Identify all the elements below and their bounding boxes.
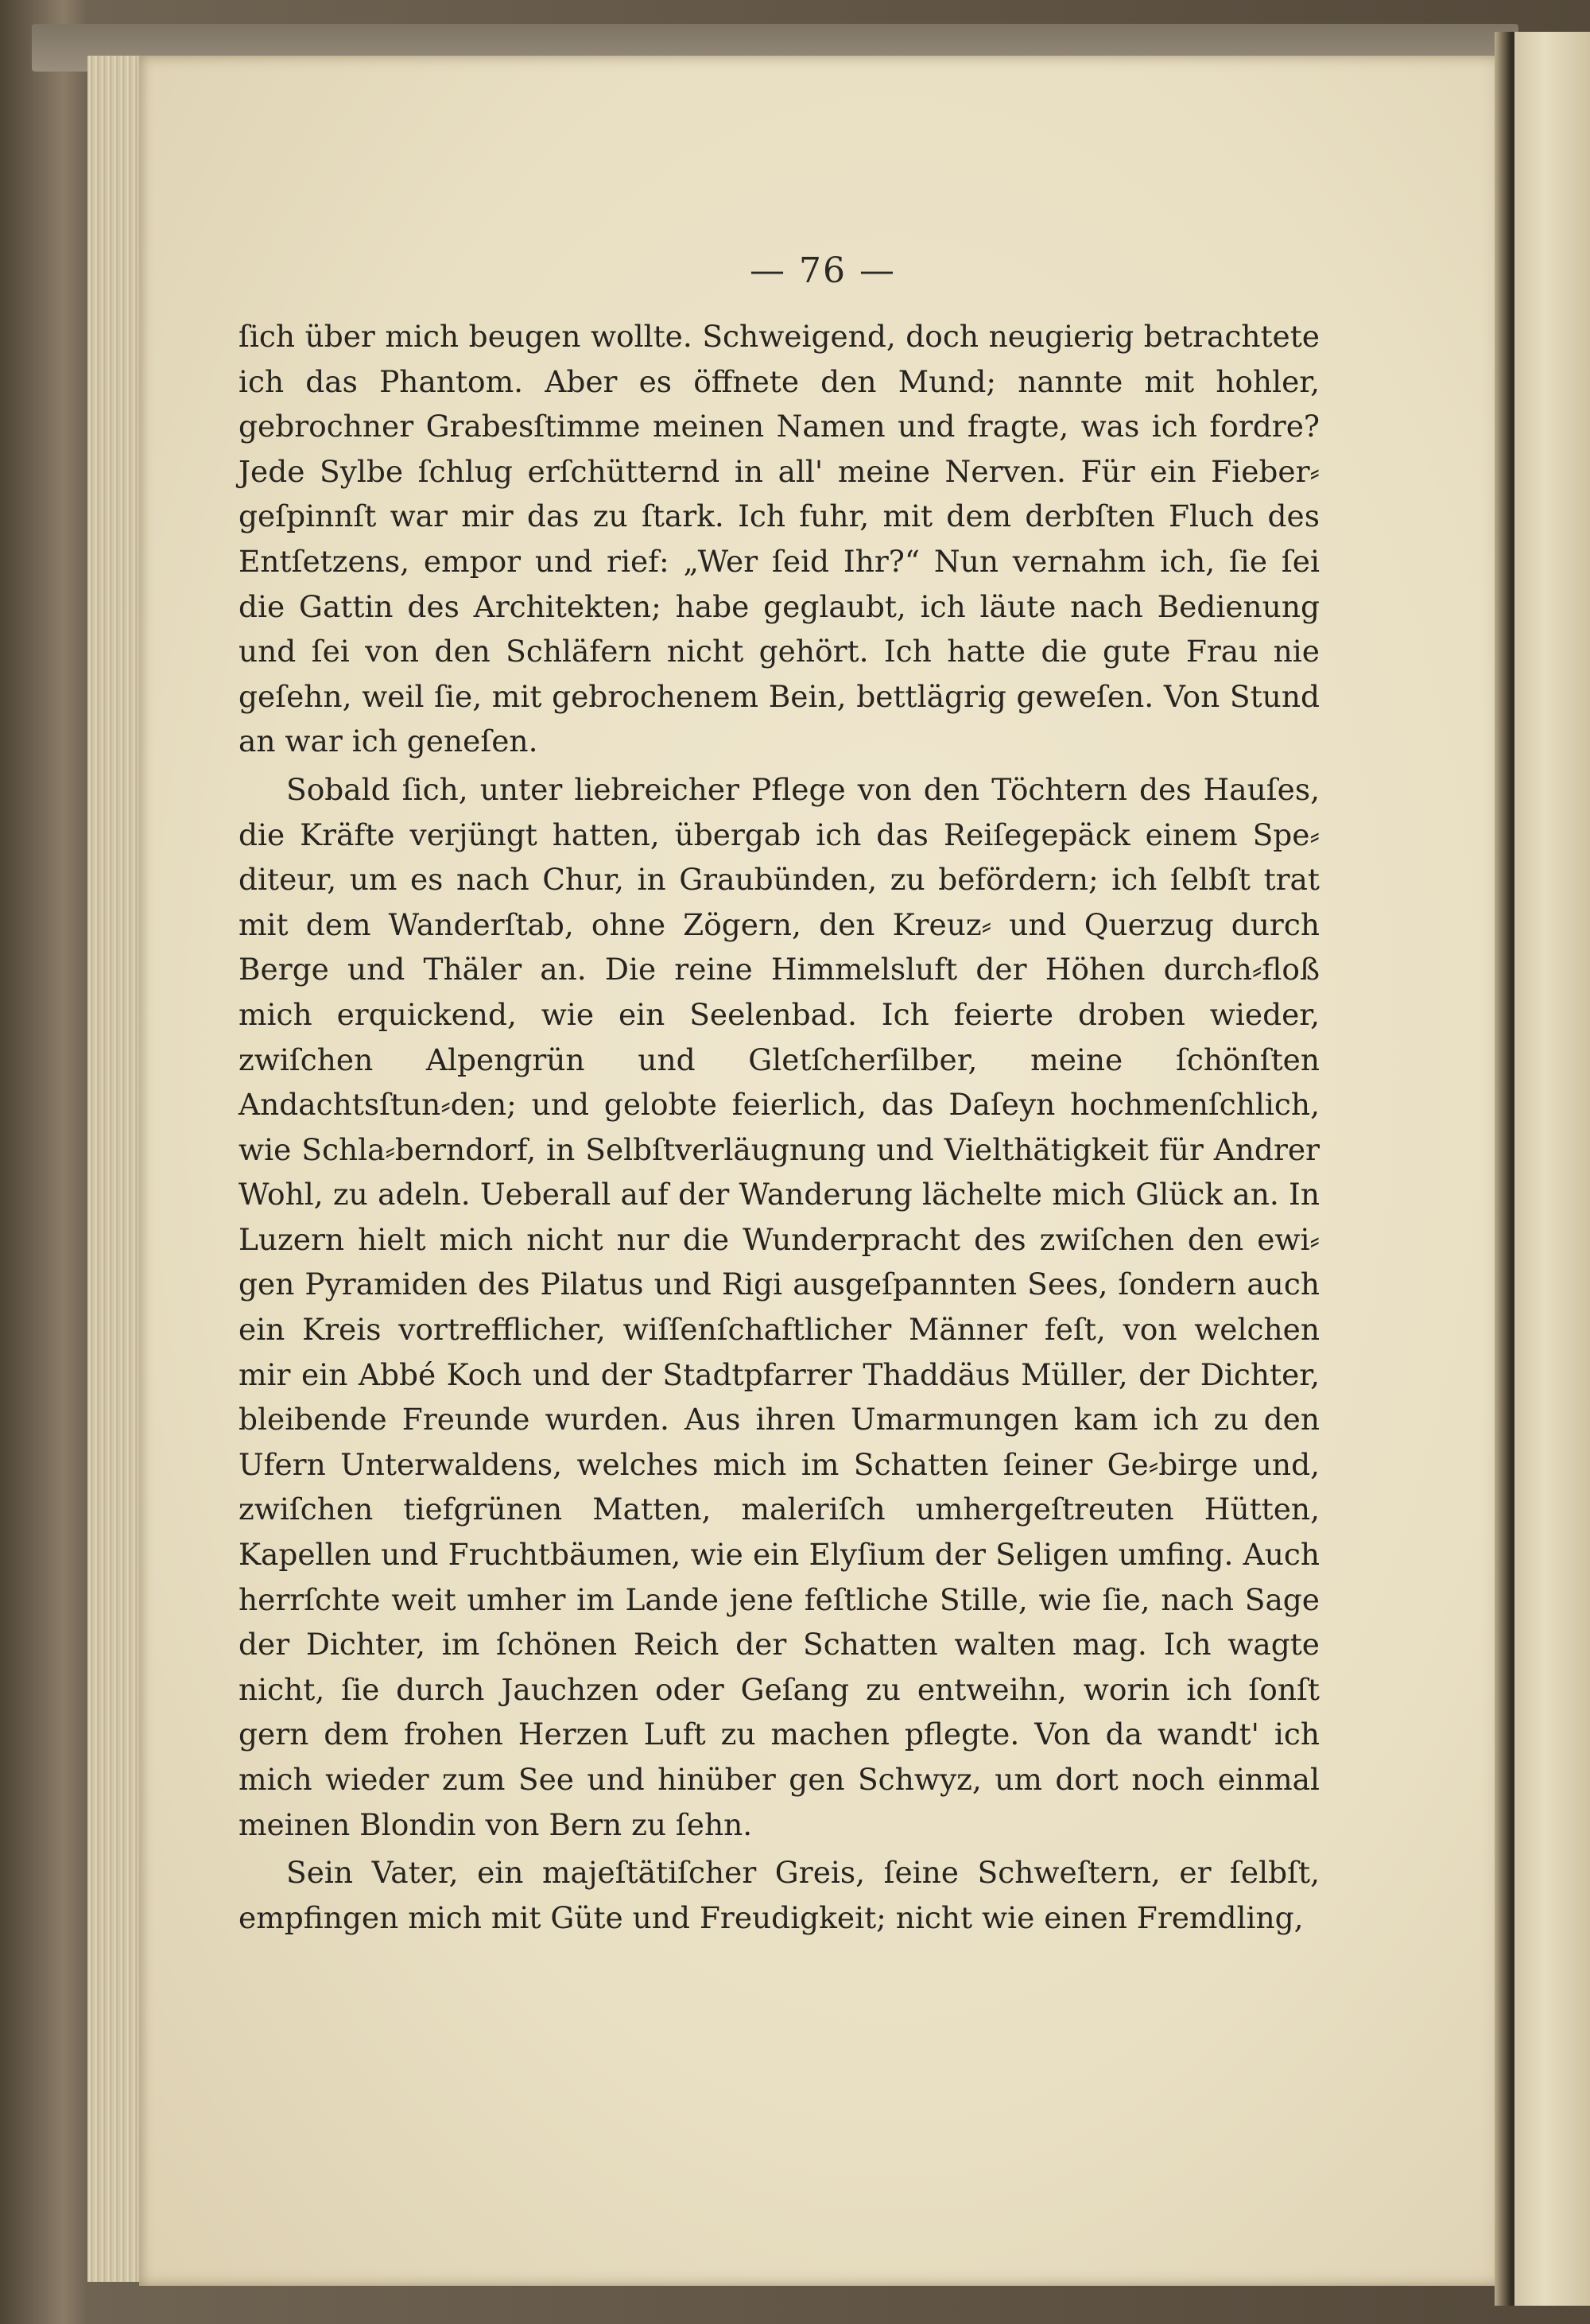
paragraph: Sobald ſich, unter liebreicher Pflege von den Töchtern des Hauſes, die Kräfte verjüngt hatten, übergab ich das Reiſegepäck einem Spe⸗diteur, um es nach Chur, in Graubünden, zu befördern; ich ſelbſt trat mit dem Wanderſtab, ohne Zögern, den Kreuz⸗ und Querzug durch Berge und Thäler an. Die reine Himmelsluft der Höhen durch⸗floß mich erquickend, wie ein Seelenbad. Ich feierte droben wieder, zwiſchen Alpengrün und Gletſcherſilber, meine ſchönſten Andachtsſtun⸗den; und gelobte feierlich, das Daſeyn hochmenſchlich, wie Schla⸗berndorf, in Selbſtverläugnung und Vielthätigkeit für Andrer Wohl, zu adeln. Ueberall auf der Wanderung lächelte mich Glück an. In Luzern hielt mich nicht nur die Wunderpracht des zwiſchen den ewi⸗gen Pyramiden des Pilatus und Rigi ausgeſpannten Sees, ſondern auch ein Kreis vortrefflicher, wiſſenſchaftlicher Männer feſt, von welchen mir ein Abbé Koch und der Stadtpfarrer Thaddäus Müller, der Dichter, bleibende Freunde wurden. Aus ihren Umarmungen kam ich zu den Ufern Unterwaldens, welches mich im Schatten ſeiner Ge⸗birge und, zwiſchen tiefgrünen Matten, maleriſch umhergeſtreuten Hütten, Kapellen und Fruchtbäumen, wie ein Elyſium der Seligen umfing. Auch herrſchte weit umher im Lande jene feſtliche Stille, wie ſie, nach Sage der Dichter, im ſchönen Reich der Schatten walten mag. Ich wagte nicht, ſie durch Jauchzen oder Geſang zu entweihn, worin ich ſonſt gern dem frohen Herzen Luft zu machen pflegte. Von da wandt' ich mich wieder zum See und hinüber gen Schwyz, um dort noch einmal meinen Blondin von Bern zu ſehn. [238, 771, 1320, 1842]
paragraph: Sein Vater, ein majeſtätiſcher Greis, ſeine Schweſtern, er ſelbſt, empfingen mich mit Güte und Freudigkeit; nicht wie einen Fremdling, [238, 1855, 1320, 1935]
body-text [238, 314, 1320, 1940]
paragraph: ſich über mich beugen wollte. Schweigend, doch neugierig betrachtete ich das Phantom. Aber es öffnete den Mund; nannte mit hohler, gebrochner Grabesſtimme meinen Namen und fragte, was ich fordre? Jede Sylbe ſchlug erſchütternd in all' meine Nerven. Für ein Fieber⸗geſpinnſt war mir das zu ſtark. Ich fuhr, mit dem derbſten Fluch des Entſetzens, empor und rief: „Wer ſeid Ihr?“ Nun vernahm ich, ſie ſei die Gattin des Architekten; habe geglaubt, ich läute nach Bedienung und ſei von den Schläfern nicht gehört. Ich hatte die gute Frau nie geſehn, weil ſie, mit gebrochenem Bein, bettlägrig geweſen. Von Stund an war ich geneſen. [238, 319, 1320, 759]
facing-page-edge [1514, 32, 1590, 2306]
book-gutter [1495, 32, 1517, 2306]
page-number: — 76 — [750, 250, 896, 291]
